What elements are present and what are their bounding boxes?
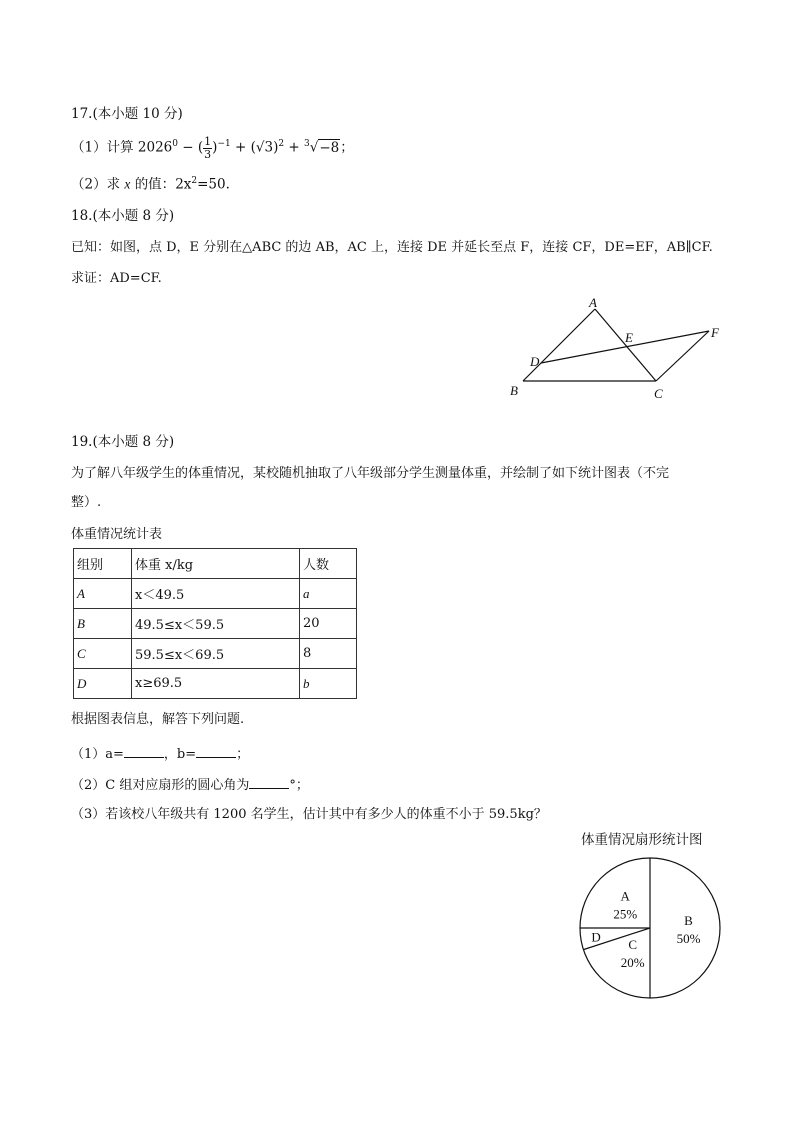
segment-cf [656, 331, 709, 381]
pie-percent-b: 50% [676, 931, 701, 946]
table-cell-weight: x＜49.5 [132, 579, 300, 609]
table-header-row [74, 549, 357, 579]
table-row [74, 579, 357, 609]
table-title: 体重情况统计表 [71, 527, 163, 542]
q19-prompt: 根据图表信息，解答下列问题. [71, 712, 245, 727]
q19-sub1-b-label: ，b= [163, 747, 197, 762]
point-label-b: B [510, 383, 518, 398]
pie-label-d: D [591, 929, 601, 945]
q19-intro-line1: 为了解八年级学生的体重情况，某校随机抽取了八年级部分学生测量体重，并绘制了如下统计图表（不完 [71, 466, 670, 481]
point-label-f: F [711, 325, 719, 340]
segment-ac [595, 309, 656, 381]
point-label-c: C [654, 386, 663, 401]
q17-part2-text: 的值： [134, 176, 176, 193]
table-cell-weight: x≥69.5 [132, 669, 300, 699]
q19-intro-line2: 整）. [71, 495, 102, 510]
pie-percent-a: 25% [613, 906, 638, 922]
table-row [74, 639, 357, 669]
q18-line1: 已知：如图，点 D，E 分别在△ABC 的边 AB，AC 上，连接 DE 并延长至点 F，连接 CF，DE=EF，AB∥CF. [71, 240, 713, 255]
q17-close2: ) [273, 139, 279, 156]
q19-sub3: （3）若该校八年级共有 1200 名学生，估计其中有多少人的体重不小于 59.5kg？ [71, 807, 547, 822]
table-cell-weight: 59.5≤x＜69.5 [132, 639, 300, 669]
table-cell-count: 8 [300, 639, 357, 669]
q17-var-x: x [124, 176, 131, 192]
q17-frac-den: 3 [204, 147, 212, 161]
q17-part2 [71, 177, 230, 192]
q19-header: 19.(本小题 8 分) [71, 434, 175, 450]
answer-blank-a[interactable] [124, 746, 164, 758]
q18-line2: 求证：AD=CF. [71, 271, 162, 286]
pie-percent-c: 20% [620, 954, 645, 970]
q17-close1: ) [212, 139, 218, 156]
q17-part2-label: （2）求 [71, 176, 121, 193]
pie-label-b: B [684, 913, 693, 928]
weight-table [73, 548, 357, 699]
pie-label-c: C [628, 936, 638, 952]
pie-chart [570, 848, 730, 1008]
point-label-d: D [530, 354, 540, 369]
table-header-count: 人数 [300, 549, 357, 579]
table-row [74, 609, 357, 639]
table-cell-count: a [300, 579, 357, 609]
q17-eq-exp: 2 [191, 176, 198, 186]
q19-sub1-a-label: （1）a= [71, 747, 124, 762]
q17-radical: √ [309, 139, 319, 156]
table-cell-count: b [300, 669, 357, 699]
triangle-figure [500, 292, 740, 404]
q17-header: 17.(本小题 10 分) [71, 106, 183, 122]
q17-zero-exp: 0 [172, 139, 178, 150]
answer-blank-b[interactable] [196, 746, 236, 758]
q17-plus2: + [284, 139, 305, 156]
q17-eq-b: =50. [197, 176, 230, 193]
pie-chart-title: 体重情况扇形统计图 [581, 832, 703, 848]
q17-fraction [203, 136, 212, 160]
q19-sub2-end: °； [289, 778, 309, 793]
q17-radicand: −8 [319, 139, 340, 156]
table-cell-group: C [74, 639, 132, 669]
q19-sub1 [71, 746, 249, 761]
q17-part1-label: （1）计算 [71, 139, 134, 156]
pie-label-a: A [620, 888, 630, 904]
q19-sub2-label: （2）C 组对应扇形的圆心角为 [71, 778, 250, 793]
q17-sqrt3: √3 [255, 139, 274, 156]
table-header-weight: 体重 x/kg [132, 549, 300, 579]
table-cell-weight: 49.5≤x＜59.5 [132, 609, 300, 639]
q17-end: ； [340, 139, 354, 156]
point-label-a: A [589, 295, 597, 310]
q17-plus1: + ( [230, 139, 256, 156]
q17-eq-a: 2x [175, 176, 192, 193]
q17-part1 [71, 136, 354, 160]
q17-frac-num: 1 [204, 135, 212, 148]
segment-ab [523, 309, 595, 381]
q17-cube-index: 3 [304, 139, 310, 150]
q17-year: 2026 [137, 139, 173, 156]
answer-blank-angle[interactable] [249, 777, 289, 789]
table-cell-group: A [74, 579, 132, 609]
table-cell-count: 20 [300, 609, 357, 639]
table-cell-group: D [74, 669, 132, 699]
q18-header: 18.(本小题 8 分) [71, 208, 175, 224]
q17-square-exp: 2 [278, 139, 285, 150]
table-row [74, 669, 357, 699]
point-label-e: E [625, 330, 633, 345]
q17-neg-one-exp: −1 [217, 139, 231, 150]
q19-sub2 [71, 777, 309, 792]
q19-sub1-end: ； [236, 747, 250, 762]
table-header-group: 组别 [74, 549, 132, 579]
table-cell-group: B [74, 609, 132, 639]
q17-minus: − ( [177, 139, 204, 156]
